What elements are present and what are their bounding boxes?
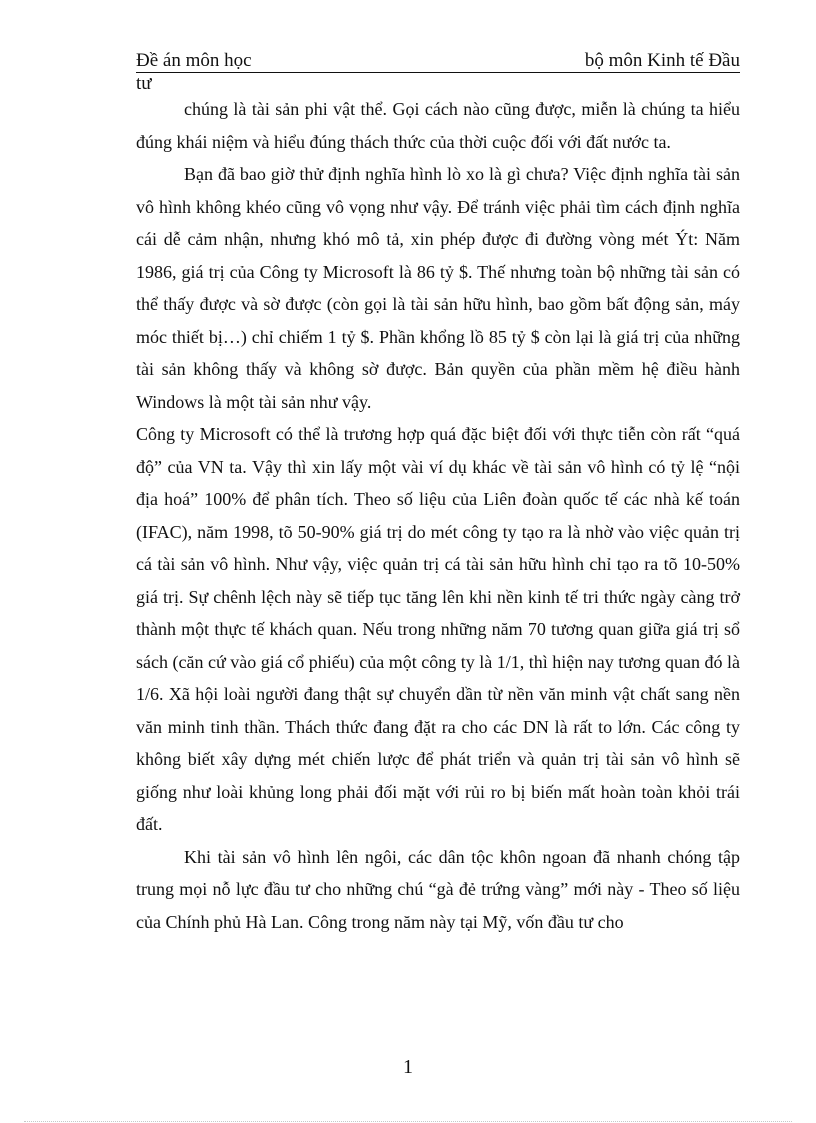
paragraph-1: chúng là tài sản phi vật thể. Gọi cách nào cũng được, miễn là chúng ta hiểu đúng khái niệm và hiểu đúng thách thức của thời cuộc đối với đất nước ta. bbox=[136, 99, 740, 152]
paragraph-4: Khi tài sản vô hình lên ngôi, các dân tộc khôn ngoan đã nhanh chóng tập trung mọi nỗ lực đầu tư cho những chú “gà đẻ trứng vàng” mới này - Theo số liệu của Chính phủ Hà Lan. Công trong năm này tại Mỹ, vốn đầu tư cho bbox=[136, 846, 740, 932]
paragraph-2: Bạn đã bao giờ thử định nghĩa hình lò xo là gì chưa? Việc định nghĩa tài sản vô hình không khéo cũng vô vọng như vậy. Để tránh việc phải tìm cách định nghĩa cái dễ cảm nhận, nhưng khó mô tả, xin phép được đi đường vòng mét Ýt: Năm 1986, giá trị của Công ty Microsoft là 86 tỷ $. Thế nhưng toàn bộ những tài sản có thể thấy được và sờ được (còn gọi là tài sản hữu hình, bao gồm bất động sản, máy móc thiết bị…) chỉ chiếm 1 tỷ $. Phần khổng lồ 85 tỷ $ còn lại là giá trị của những tài sản không thấy và không sờ được. Bản quyền của phần mềm hệ điều hành Windows là một tài sản như vậy. bbox=[136, 164, 740, 412]
footer-divider bbox=[24, 1121, 792, 1122]
header-continuation: tư bbox=[136, 73, 152, 94]
header-department: bộ môn Kinh tế Đầu bbox=[584, 50, 740, 71]
page-header bbox=[136, 50, 740, 73]
paragraph-3: Công ty Microsoft có thể là trương hợp quá đặc biệt đối với thực tiễn còn rất “quá độ” của VN ta. Vậy thì xin lấy một vài ví dụ khác về tài sản vô hình có tỷ lệ “nội địa hoá” 100% để phân tích. Theo số liệu của Liên đoàn quốc tế các nhà kế toán (IFAC), năm 1998, tõ 50-90% giá trị do mét công ty tạo ra là nhờ vào việc quản trị cá tài sản vô hình. Như vậy, việc quản trị cá tài sản hữu hình chỉ tạo ra tõ 10-50% giá trị. Sự chênh lệch này sẽ tiếp tục tăng lên khi nền kinh tế tri thức ngày càng trở thành một thực tế khách quan. Nếu trong những năm 70 tương quan giữa giá trị sổ sách (căn cứ vào giá cổ phiếu) của một công ty là 1/1, thì hiện nay tương quan đó là 1/6. Xã hội loài người đang thật sự chuyển dần từ nền văn minh vật chất sang nền văn minh tinh thần. Thách thức đang đặt ra cho các DN là rất to lớn. Các công ty không biết xây dựng mét chiến lược để phát triển và quản trị tài sản vô hình sẽ giống như loài khủng long phải đối mặt với rủi ro bị biến mất hoàn toàn khỏi trái đất. bbox=[136, 424, 740, 834]
header-course-title: Đề án môn học bbox=[136, 50, 252, 71]
document-body bbox=[136, 93, 740, 938]
page-number: 1 bbox=[403, 1056, 413, 1078]
